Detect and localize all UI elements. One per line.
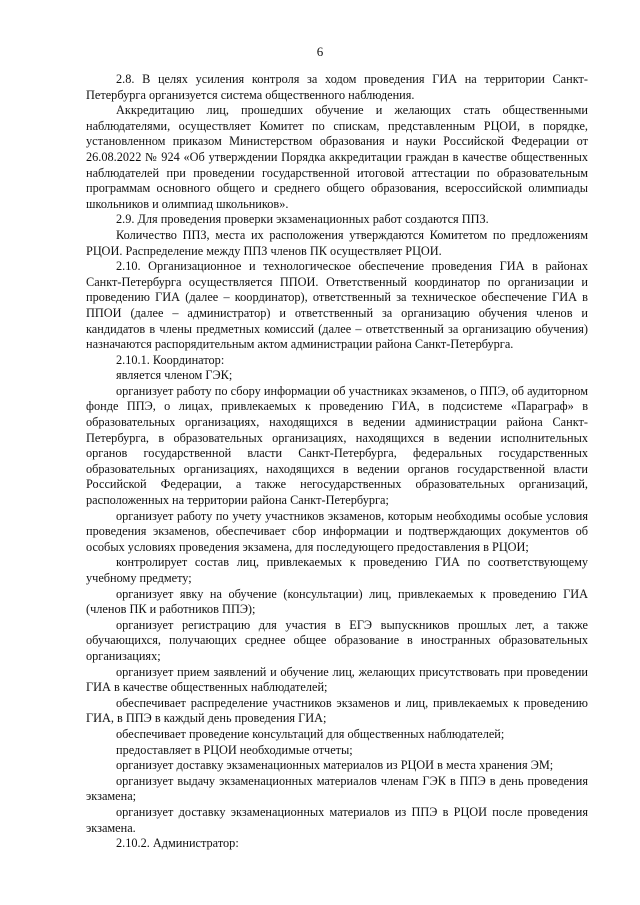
- list-item: организует доставку экзаменационных материалов из РЦОИ в места хранения ЭМ;: [116, 758, 554, 773]
- paragraph-ppz-count: Количество ППЗ, места их расположения утверждаются Комитетом по предложениям РЦОИ. Распределение между ППЗ членов ПК осуществляет РЦОИ.: [86, 227, 588, 258]
- list-item: является членом ГЭК;: [116, 368, 233, 383]
- paragraph-2-8: 2.8. В целях усиления контроля за ходом проведения ГИА на территории Санкт-Петербурга организуется система общественного наблюдения.: [86, 72, 588, 102]
- list-item: организует явку на обучение (консультации) лиц, привлекаемых к проведению ГИА (членов ПК и работников ППЭ);: [86, 586, 588, 617]
- paragraph-2-10: 2.10. Организационное и технологическое обеспечение проведения ГИА в районах Санкт-Петербурга осуществляется ППОИ. Ответственный координатор по организации и проведению ГИА (далее – координатор), ответственный за техническое обеспечение ГИА в ППОИ (далее – администратор) и ответственный за организацию обучения членов и кандидатов в члены предметных комиссий (далее – ответственный за организацию обучения) назначаются распорядительным актом администрации района Санкт-Петербурга.: [86, 259, 588, 352]
- list-item: организует работу по сбору информации об участниках экзаменов, о ППЭ, об аудиторном фонде ППЭ, о лицах, привлекаемых к проведению ГИА, в подсистеме «Параграф» в образовательных организациях, находящихся в ведении администрации района Санкт-Петербурга, в образовательных организациях, находящихся в ведении исполнительных органов государственной власти Санкт-Петербурга, федеральных государственных образовательных организациях, находящихся в ведении органов государственной власти Российской Федерации, а также негосударственных образовательных организаций, расположенных на территории района Санкт-Петербурга;: [86, 383, 588, 508]
- list-item: предоставляет в РЦОИ необходимые отчеты;: [116, 742, 353, 757]
- list-item: обеспечивает распределение участников экзаменов и лиц, привлекаемых к проведению ГИА, в ППЭ в каждый день проведения ГИА;: [86, 695, 588, 726]
- list-item: обеспечивает проведение консультаций для общественных наблюдателей;: [116, 726, 505, 741]
- page-number: 6: [316, 44, 324, 59]
- document-body: [86, 72, 588, 852]
- heading-2-10-1: 2.10.1. Координатор:: [116, 352, 225, 367]
- list-item: организует доставку экзаменационных материалов из ППЭ в РЦОИ после проведения экзамена.: [86, 804, 588, 835]
- list-item: организует прием заявлений и обучение лиц, желающих присутствовать при проведении ГИА в качестве общественных наблюдателей;: [86, 664, 588, 695]
- list-item: организует выдачу экзаменационных материалов членам ГЭК в ППЭ в день проведения экзамена;: [86, 773, 588, 804]
- list-item: контролирует состав лиц, привлекаемых к проведению ГИА по соответствующему учебному предмету;: [86, 555, 588, 585]
- heading-2-10-2: 2.10.2. Администратор:: [116, 836, 239, 851]
- paragraph-accreditation: Аккредитацию лиц, прошедших обучение и желающих стать общественными наблюдателями, осуществляет Комитет по спискам, представленным РЦОИ, в порядке, установленном приказом Министерством образования и науки Российской Федерации от 26.08.2022 № 924 «Об утверждении Порядка аккредитации граждан в качестве общественных наблюдателей при проведении государственной итоговой аттестации по образовательным программам основного общего и среднего общего образования, всероссийской олимпиады школьников и олимпиад школьников».: [86, 103, 588, 211]
- list-item: организует регистрацию для участия в ЕГЭ выпускников прошлых лет, а также обучающихся, получающих среднее общее образование в иностранных образовательных организациях;: [86, 617, 588, 663]
- paragraph-2-9: 2.9. Для проведения проверки экзаменационных работ создаются ППЗ.: [116, 212, 489, 227]
- list-item: организует работу по учету участников экзаменов, которым необходимы особые условия проведения экзаменов, обеспечивает сбор информации и подтверждающих документов об особых условиях проведения экзамена, для последующего предоставления в РЦОИ;: [86, 508, 588, 554]
